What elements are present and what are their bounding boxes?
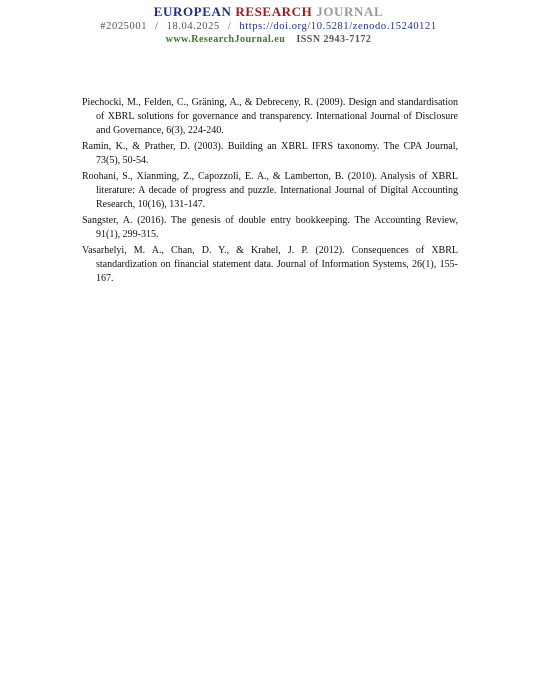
separator: / [155,21,159,32]
issue-number: #2025001 [100,21,148,32]
journal-title [0,4,537,20]
reference-item: Piechocki, M., Felden, C., Gräning, A., & Debreceny, R. (2009). Design and standardisation of XBRL solutions for governance and transparency. International Journal of Disclosure and Governance, 6(3), 224-240. [82,97,458,136]
journal-title-journal: JOURNAL [316,4,384,19]
issue-meta-line [0,20,537,33]
issn-number: ISSN 2943-7172 [296,34,372,45]
journal-title-european: EUROPEAN [153,4,232,19]
reference-item: Ramin, K., & Prather, D. (2003). Building an XBRL IFRS taxonomy. The CPA Journal, 73(5), 50-54. [82,141,458,166]
reference-item: Sangster, A. (2016). The genesis of double entry bookkeeping. The Accounting Review, 91(1), 299-315. [82,215,458,240]
journal-header [0,0,537,46]
reference-item: Vasarhelyi, M. A., Chan, D. Y., & Krahel, J. P. (2012). Consequences of XBRL standardization on financial statement data. Journal of Information Systems, 26(1), 155-167. [82,245,458,284]
reference-list [82,96,458,288]
separator: / [227,21,232,32]
issue-date: 18.04.2025 [166,21,220,32]
journal-title-research: RESEARCH [235,4,313,19]
doi-link[interactable]: https://doi.org/10.5281/zenodo.15240121 [239,21,437,32]
site-line [0,33,537,46]
reference-item: Roohani, S., Xianming, Z., Capozzoli, E. A., & Lamberton, B. (2010). Analysis of XBRL literature: A decade of progress and puzzle. International Journal of Digital Accounting Research, 10(16), 131-147. [82,171,458,210]
website-link[interactable]: www.ResearchJournal.eu [165,34,286,45]
